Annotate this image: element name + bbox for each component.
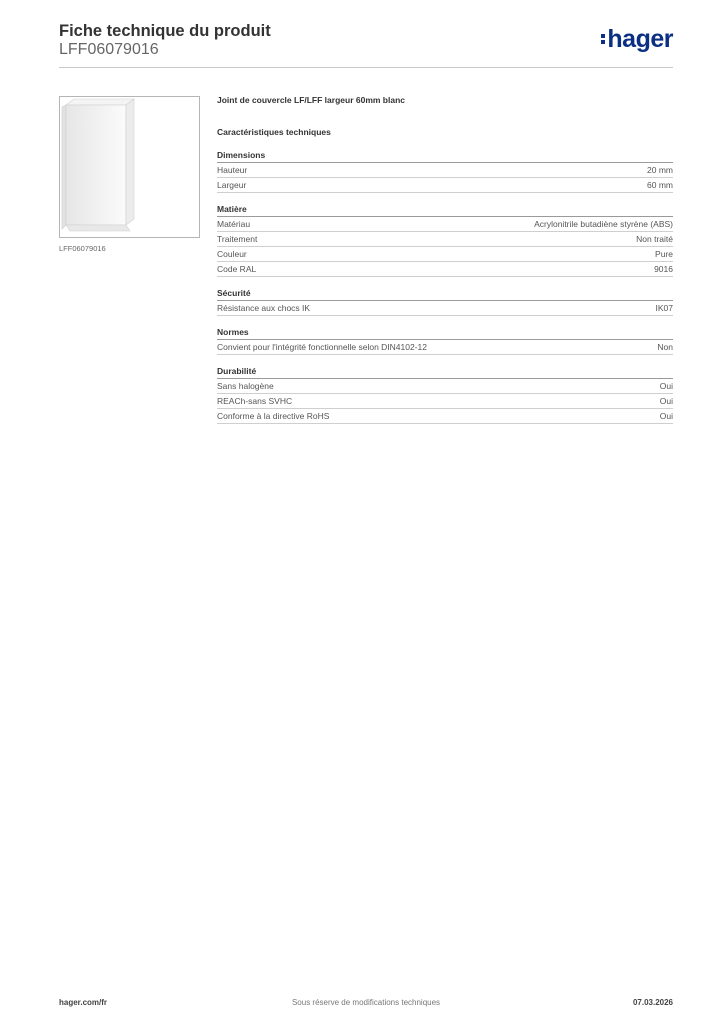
section-title: Durabilité	[217, 366, 673, 379]
hager-logo	[601, 24, 673, 54]
spec-value: Oui	[659, 396, 673, 406]
spec-row	[217, 178, 673, 193]
spec-label: REACh-sans SVHC	[217, 396, 293, 406]
page-header	[59, 20, 673, 70]
page-title: Fiche technique du produit	[59, 22, 271, 40]
logo-colon-icon	[601, 34, 605, 44]
spec-row	[217, 163, 673, 178]
spec-label: Sans halogène	[217, 381, 274, 391]
spec-label: Hauteur	[217, 165, 248, 175]
spec-value: Acrylonitrile butadiène styrène (ABS)	[534, 219, 673, 229]
section-title: Matière	[217, 204, 673, 217]
product-reference: LFF06079016	[59, 41, 159, 58]
footer-disclaimer: Sous réserve de modifications techniques	[291, 998, 441, 1007]
image-caption: LFF06079016	[59, 244, 106, 253]
spec-label: Matériau	[217, 219, 251, 229]
header-divider	[59, 67, 673, 68]
spec-value: 60 mm	[647, 180, 673, 190]
section-matiere	[217, 204, 673, 277]
section-normes	[217, 327, 673, 355]
footer-website-link[interactable]: hager.com/fr	[59, 998, 108, 1007]
spec-row	[217, 301, 673, 316]
section-title: Sécurité	[217, 288, 673, 301]
spec-value: 9016	[654, 264, 673, 274]
spec-label: Code RAL	[217, 264, 257, 274]
spec-value: IK07	[655, 303, 673, 313]
product-image	[59, 96, 200, 238]
spec-label: Couleur	[217, 249, 247, 259]
spec-value: 20 mm	[647, 165, 673, 175]
spec-row	[217, 379, 673, 394]
footer-date: 07.03.2026	[632, 998, 673, 1007]
section-dimensions	[217, 150, 673, 193]
logo-text: hager	[607, 24, 673, 53]
spec-label: Conforme à la directive RoHS	[217, 411, 330, 421]
spec-row	[217, 262, 673, 277]
spec-value: Oui	[659, 381, 673, 391]
spec-label: Largeur	[217, 180, 247, 190]
spec-row	[217, 340, 673, 355]
spec-value: Oui	[659, 411, 673, 421]
spec-value: Non traité	[636, 234, 673, 244]
spec-value: Pure	[655, 249, 673, 259]
section-title: Normes	[217, 327, 673, 340]
specifications	[217, 95, 673, 435]
spec-row	[217, 247, 673, 262]
product-name: Joint de couvercle LF/LFF largeur 60mm blanc	[217, 95, 405, 105]
section-title: Dimensions	[217, 150, 673, 163]
spec-label: Convient pour l'intégrité fonctionnelle selon DIN4102-12	[217, 342, 428, 352]
spec-label: Résistance aux chocs IK	[217, 303, 311, 313]
spec-row	[217, 394, 673, 409]
section-durabilite	[217, 366, 673, 424]
product-cover-joint-icon	[60, 97, 201, 239]
section-securite	[217, 288, 673, 316]
spec-value: Non	[657, 342, 673, 352]
spec-label: Traitement	[217, 234, 258, 244]
spec-row	[217, 232, 673, 247]
spec-row	[217, 409, 673, 424]
specs-heading: Caractéristiques techniques	[217, 127, 331, 137]
spec-row	[217, 217, 673, 232]
